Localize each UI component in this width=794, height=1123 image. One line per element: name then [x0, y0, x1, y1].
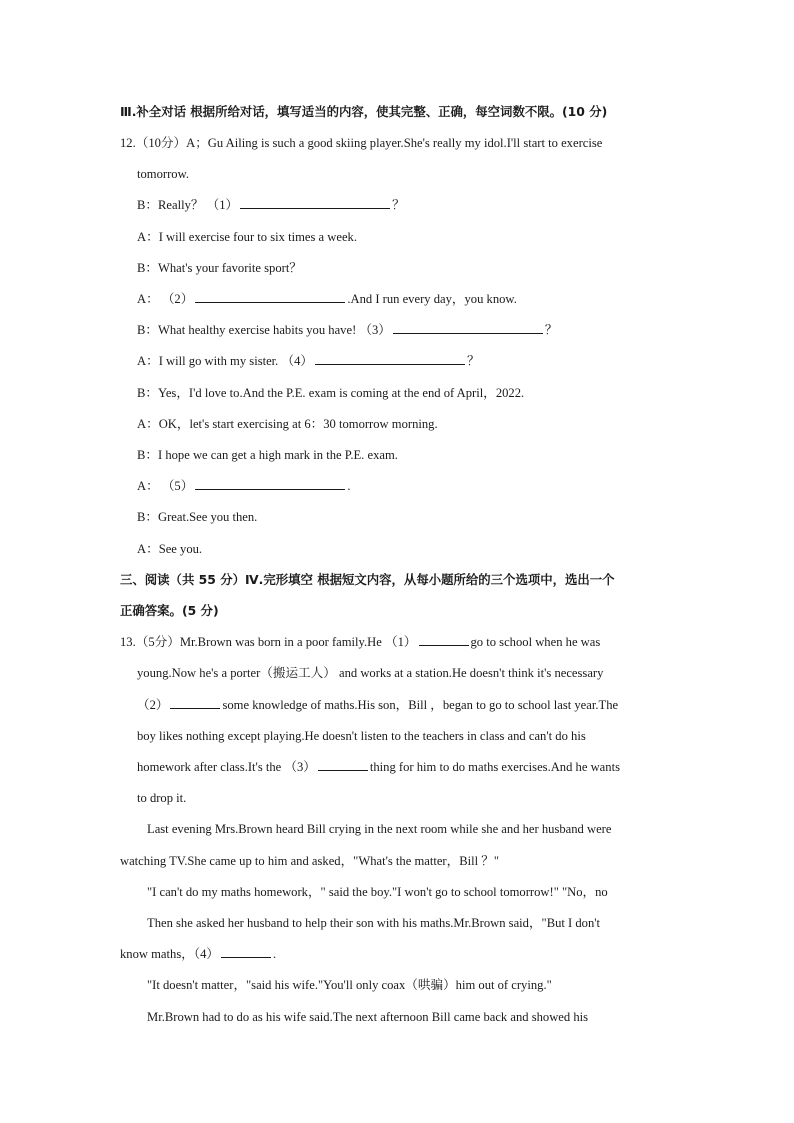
line-text: 13.（5分）Mr.Brown was born in a poor family.He （1）: [120, 635, 417, 649]
q12-header-cont: tomorrow.: [137, 167, 189, 181]
q13-line-1: [120, 633, 600, 651]
dialogue-line-1: [137, 196, 405, 214]
dialogue-line-3: B：What's your favorite sport？: [137, 261, 302, 275]
paragraph-4-line-1: Then she asked her husband to help their son with his maths.Mr.Brown said，"But I don't: [147, 916, 601, 930]
line-text: A：I will go with my sister. （4）: [137, 354, 313, 368]
answer-blank-1[interactable]: [240, 196, 390, 209]
cloze-blank-3[interactable]: [318, 758, 368, 771]
cloze-blank-2[interactable]: [170, 696, 220, 709]
reading-section-title-cont: 正确答案。(5 分): [120, 603, 219, 618]
dialogue-line-7: B：Yes，I'd love to.And the P.E. exam is coming at the end of April，2022.: [137, 386, 525, 400]
q13-line-6: to drop it.: [137, 791, 187, 805]
answer-blank-4[interactable]: [315, 352, 465, 365]
dialogue-line-12: A：See you.: [137, 542, 203, 556]
dialogue-line-6: [137, 352, 480, 370]
answer-blank-3[interactable]: [393, 321, 543, 334]
line-text: ？: [466, 354, 480, 368]
answer-blank-5[interactable]: [195, 477, 345, 490]
dialogue-line-11: B：Great.See you then.: [137, 510, 258, 524]
line-text: B：Really？ （1）: [137, 198, 239, 212]
paragraph-3-line-1: "I can't do my maths homework，" said the boy."I won't go to school tomorrow!" "No，no: [147, 885, 608, 899]
cloze-blank-4[interactable]: [221, 945, 271, 958]
paragraph-2-line-2: watching TV.She came up to him and asked，"What's the matter，Bill ？": [120, 854, 499, 868]
line-text: A： （2）: [137, 292, 194, 306]
line-text: go to school when he was: [470, 635, 601, 649]
dialogue-line-10: [137, 477, 350, 495]
line-text: some knowledge of maths.His son，Bill ，began to go to school last year.The: [222, 698, 619, 712]
answer-blank-2[interactable]: [195, 290, 345, 303]
line-text: B：What healthy exercise habits you have! （3）: [137, 323, 391, 337]
line-text: homework after class.It's the （3）: [137, 760, 316, 774]
section-3-title: Ⅲ.补全对话 根据所给对话，填写适当的内容，使其完整、正确，每空词数不限。(10 分): [120, 104, 608, 119]
line-text: A： （5）: [137, 479, 194, 493]
line-text: ？: [544, 323, 558, 337]
q13-line-2: young.Now he's a porter（搬运工人） and works at a station.He doesn't think it's necessary: [137, 666, 604, 680]
line-text: .: [347, 479, 351, 493]
dialogue-line-2: A：I will exercise four to six times a week.: [137, 230, 357, 244]
paragraph-5-line-1: "It doesn't matter，"said his wife."You'll only coax（哄骗）him out of crying.": [147, 978, 552, 992]
line-text: （2）: [137, 698, 169, 712]
dialogue-line-5: [137, 321, 558, 339]
cloze-blank-1[interactable]: [419, 633, 469, 646]
dialogue-line-9: B：I hope we can get a high mark in the P.E. exam.: [137, 448, 398, 462]
line-text: ？: [392, 198, 405, 212]
dialogue-line-4: [137, 290, 517, 308]
reading-section-title: 三、阅读（共 55 分）Ⅳ.完形填空 根据短文内容，从每小题所给的三个选项中，选出一个: [120, 572, 615, 587]
paragraph-4-line-2: [120, 945, 276, 963]
paragraph-6-line-1: Mr.Brown had to do as his wife said.The next afternoon Bill came back and showed his: [147, 1010, 589, 1024]
line-text: .And I run every day，you know.: [347, 292, 517, 306]
line-text: know maths，（4）: [120, 947, 219, 961]
q13-line-3: [137, 696, 618, 714]
paragraph-2-line-1: Last evening Mrs.Brown heard Bill crying in the next room while she and her husband were: [147, 822, 612, 836]
q13-line-5: [137, 758, 620, 776]
dialogue-line-8: A：OK，let's start exercising at 6：30 tomorrow morning.: [137, 417, 438, 431]
q13-line-4: boy likes nothing except playing.He doesn't listen to the teachers in class and can't do his: [137, 729, 586, 743]
q12-header: 12.（10分）A；Gu Ailing is such a good skiing player.She's really my idol.I'll start to exercise: [120, 136, 603, 150]
line-text: thing for him to do maths exercises.And he wants: [369, 760, 620, 774]
line-text: .: [273, 947, 277, 961]
